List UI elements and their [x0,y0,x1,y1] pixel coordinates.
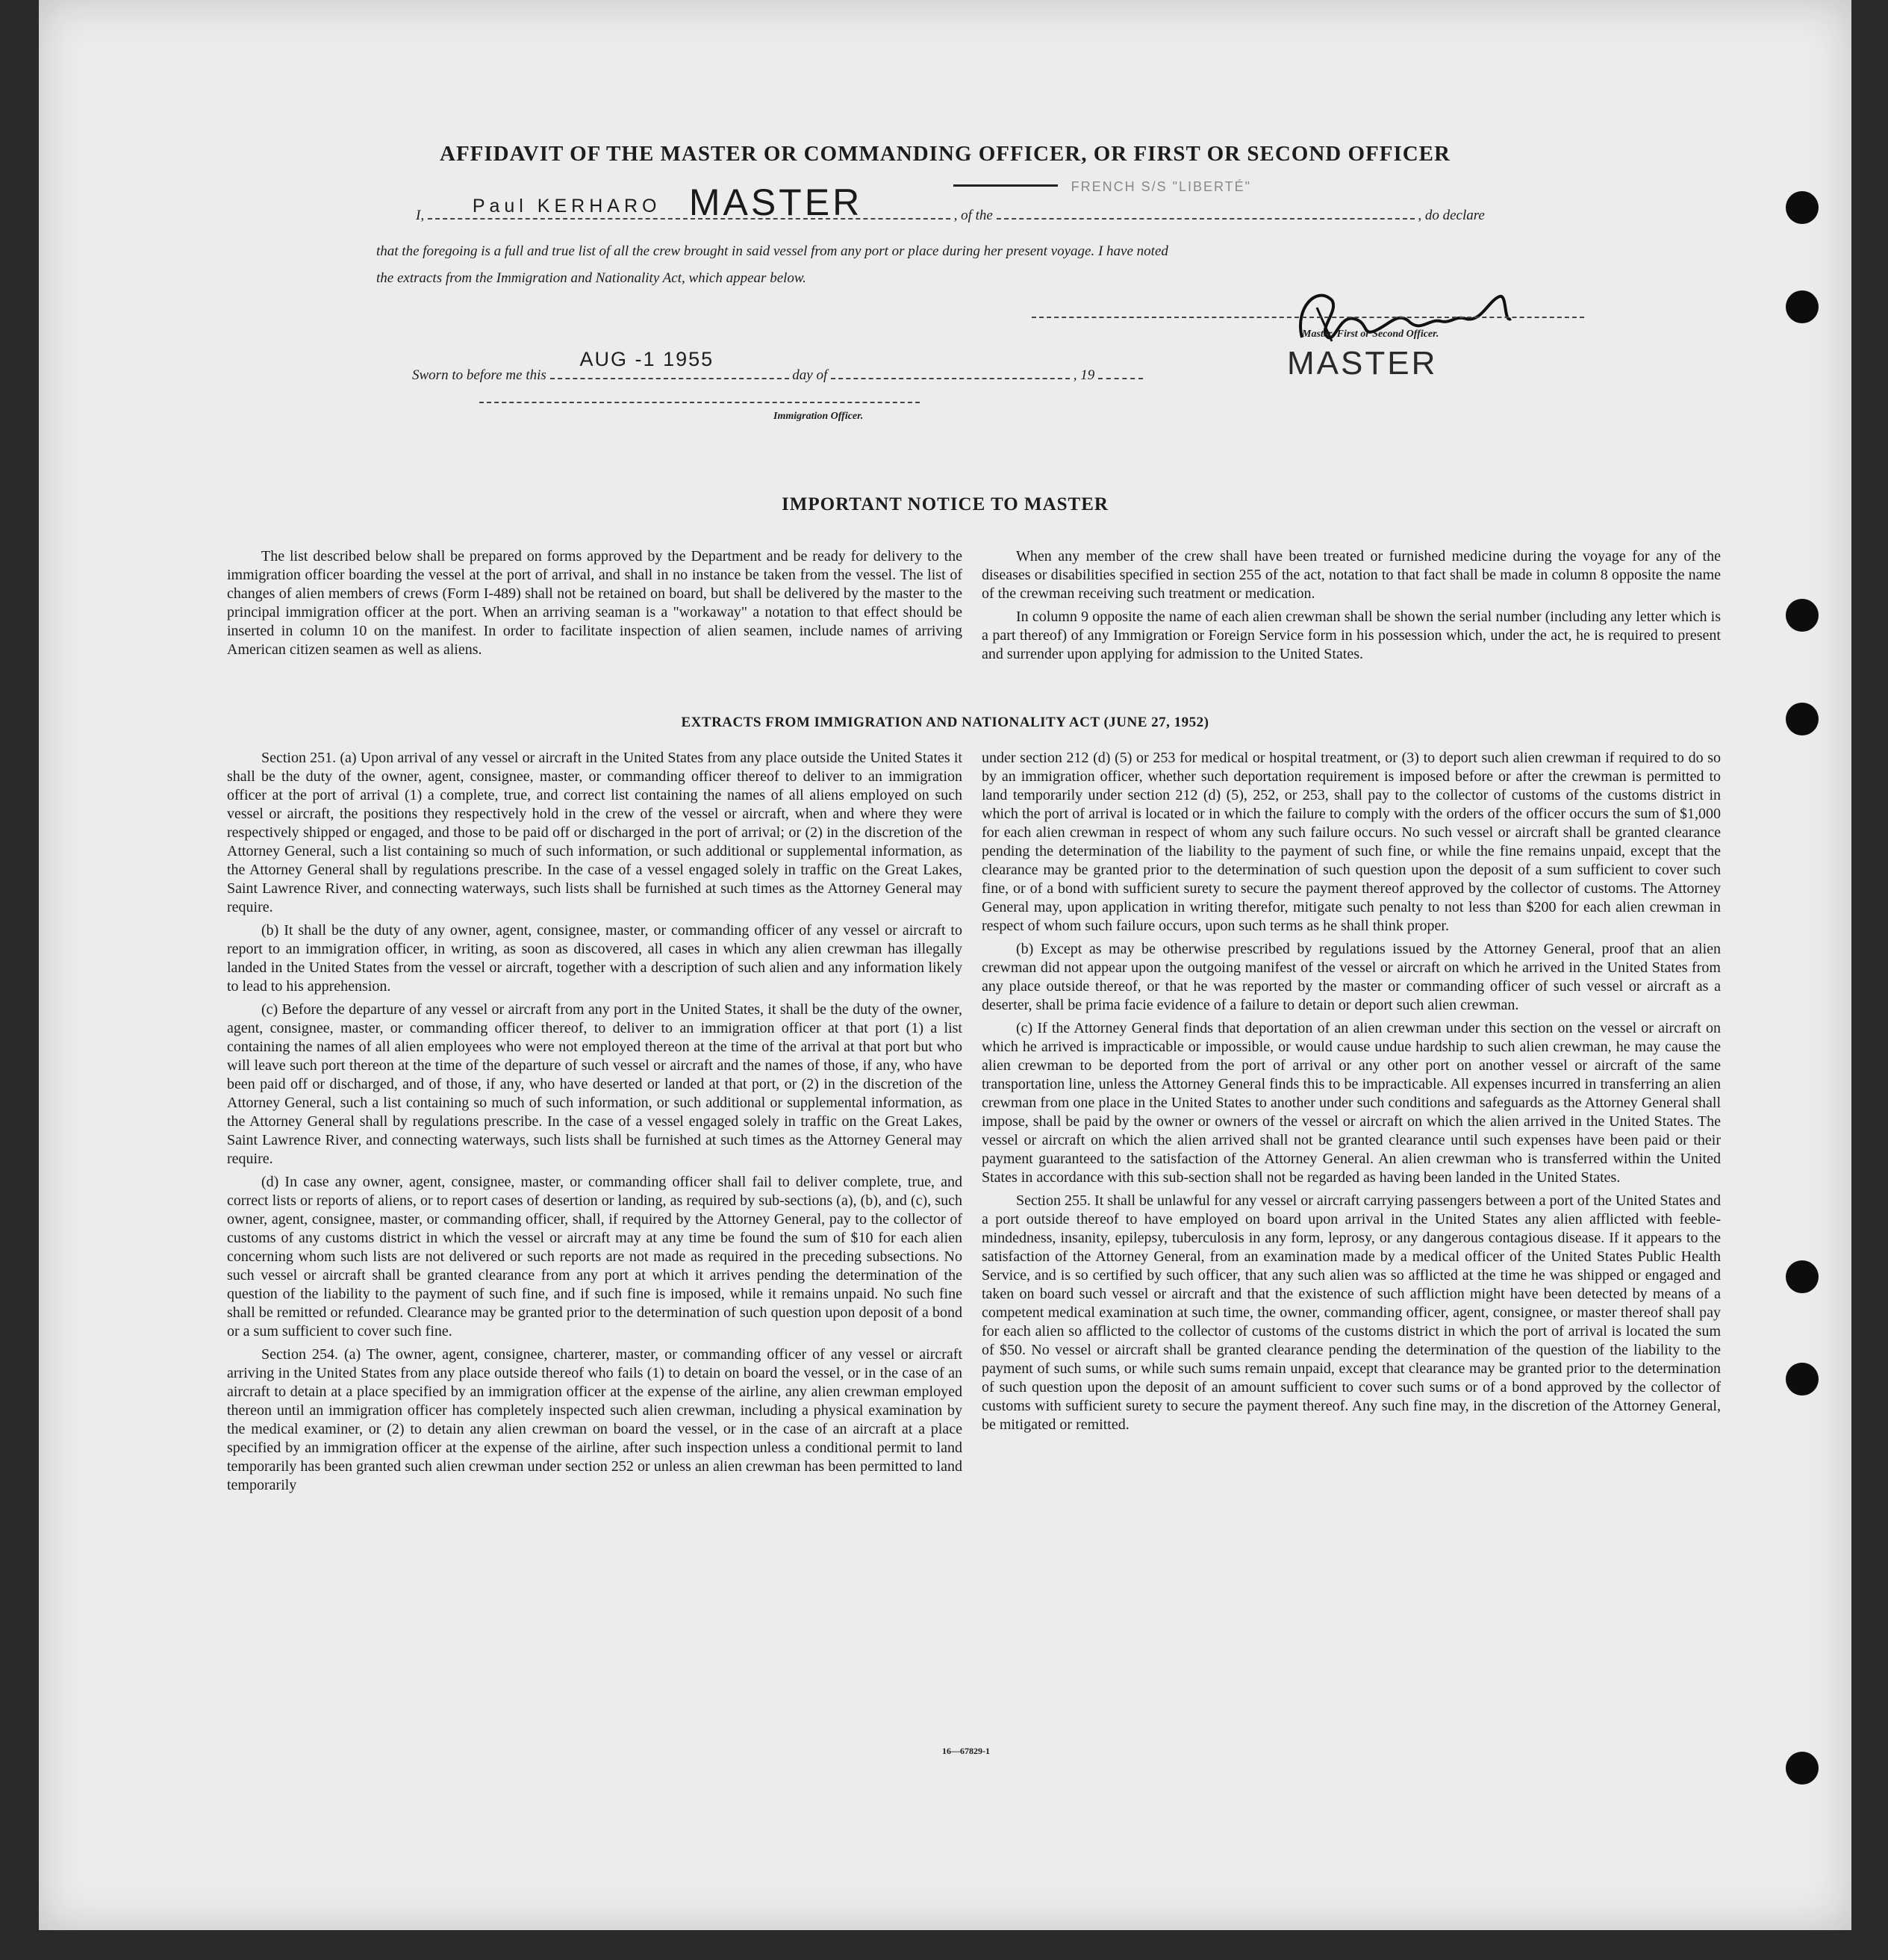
of-the-label: , of the [953,208,993,223]
do-declare-label: , do declare [1418,208,1485,223]
day-of-label: day of [792,367,828,383]
punch-hole [1786,599,1819,632]
year-field [1098,355,1143,379]
month-field [831,355,1070,379]
affidavit-title: AFFIDAVIT OF THE MASTER OR COMMANDING OFFICER, OR FIRST OR SECOND OFFICER [440,142,1451,166]
notice-left-column [227,547,962,664]
declarant-line [416,179,1485,224]
document-page [39,0,1851,1930]
punch-hole [1786,1752,1819,1785]
officer-caption: Immigration Officer. [773,411,864,422]
vessel-field [997,179,1415,220]
declarant-name: Paul KERHARO [472,196,661,217]
year-prefix: , 19 [1073,367,1095,383]
notice-paragraph: In column 9 opposite the name of each alien crewman shall be shown the serial number (including any letter which is a part thereof) of any Immigration or Foreign Service form in his possession which, under the act, he is required to present and surrender upon applying for admission to the United States. [982,609,1721,662]
master-stamp: MASTER [688,181,863,223]
extract-paragraph: (d) In case any owner, agent, consignee, master, or commanding officer shall fail to deliver complete, true, and correct lists or reports of aliens, or to report cases of desertion or landing, as required by sub-sections (a), (b), and (c), such owner, agent, consignee, master, or commanding officer, shall, if required by the Attorney General, pay to the collector of customs of any customs district in which the vessel or aircraft may at any time be found the sum of $10 for each alien concerning whom such lists are not delivered or such reports are not made as required in the preceding subsections. No such vessel or aircraft shall be granted clearance from any port at which it arrives pending the determination of the question of the liability to the payment of such fine, and if such fine is imposed, while it remains unpaid. No such fine shall be remitted or refunded. Clearance may be granted prior to the determination of such question upon deposit of a bond or a sum sufficient to cover such fine. [227,1174,962,1340]
declaration-text-2: the extracts from the Immigration and Nationality Act, which appear below. [376,270,806,286]
punch-hole [1786,1363,1819,1396]
form-code: 16—67829-1 [942,1746,990,1756]
punch-hole [1786,191,1819,224]
extract-paragraph: Section 251. (a) Upon arrival of any vessel or aircraft in the United States from any place outside the United States it shall be the duty of the owner, agent, consignee, master, or commanding officer thereof to deliver to an immigration officer at the port of arrival (1) a complete, true, and correct list containing the names of all aliens employed on such vessel or aircraft, the positions they respectively hold in the crew of the vessel or aircraft, when and where they were respectively shipped or engaged, and those to be paid off or discharged in the port of arrival; or (2) in the discretion of the Attorney General, such a list containing so much of such information, or such additional or supplemental information, as the Attorney General shall by regulations prescribe. In the case of a vessel engaged solely in traffic on the Great Lakes, Saint Lawrence River, and connecting waterways, such lists shall be furnished at such times as the Attorney General may require. [227,750,962,915]
signer-stamp: MASTER [1287,345,1438,382]
extract-paragraph: Section 254. (a) The owner, agent, consignee, charterer, master, or commanding officer of any vessel or aircraft arriving in the United States from any place outside thereof who fails (1) to detain on board the vessel, or in the case of an aircraft to detain at a place specified by an immigration officer at the expense of the airline, any alien crewman employed thereon until an immigration officer has completely inspected such alien crewman, including a physical examination by the medical examiner, or (2) to detain any alien crewman on board the vessel, or in the case of an aircraft at a place specified by an immigration officer at the expense of the airline, after such inspection unless a conditional permit to land temporarily has been granted such alien crewman under section 252 or unless an alien crewman has been permitted to land temporarily [227,1346,962,1493]
sworn-date-field [550,348,789,379]
extract-paragraph: (c) Before the departure of any vessel or aircraft from any port in the United States, it shall be the duty of the owner, agent, consignee, master, or commanding officer thereof, to deliver to an immigration officer at that port (1) a list containing the names of all alien employees who were not employed thereon at the time of the arrival at that port but who will leave such port thereon at the time of the departure of such vessel or aircraft and the names of those, if any, who have been paid off or discharged, and of those, if any, who have deserted or landed at that port, or (2) in the discretion of the Attorney General, such a list containing so much of such information, or such additional or supplemental information, as the Attorney General shall by regulations prescribe. In the case of a vessel engaged solely in traffic on the Great Lakes, Saint Lawrence River, and connecting waterways, such lists shall be furnished at such times as the Attorney General may require. [227,1001,962,1167]
notice-paragraph: When any member of the crew shall have been treated or furnished medicine during the voyage for any of the diseases or disabilities specified in section 255 of the act, notation to that fact shall be made in column 8 opposite the name of the crewman receiving such treatment or medication. [982,548,1721,602]
extract-paragraph: (b) It shall be the duty of any owner, agent, consignee, master, or commanding officer of any vessel or aircraft to report to an immigration officer, in writing, as soon as discovered, all cases in which any alien crewman has illegally landed in the United States from the vessel or aircraft, together with a description of such alien and any information likely to lead to his apprehension. [227,922,962,995]
sworn-line [412,348,1143,384]
signature-line [1032,315,1584,318]
officer-signature-line [479,400,920,403]
extract-paragraph: (b) Except as may be otherwise prescribed by regulations issued by the Attorney General, proof that an alien crewman did not appear upon the outgoing manifest of the vessel or aircraft on which he arrived in the United States from any place outside thereof, or that he was reported by the master or commanding officer of such vessel or aircraft as a deserter, shall be prima facie evidence of a failure to detain or deport such alien crewman. [982,941,1721,1013]
extracts-title: EXTRACTS FROM IMMIGRATION AND NATIONALITY ACT (JUNE 27, 1952) [681,715,1209,730]
title-rule [953,184,1058,187]
extracts-left-column [227,749,962,1499]
punch-hole [1786,1260,1819,1293]
notice-paragraph: The list described below shall be prepared on forms approved by the Department and be ready for delivery to the immigration officer boarding the vessel at the port of arrival, and shall in no instance be taken from the vessel. The list of changes of alien members of crews (Form I-489) shall not be retained on board, but shall be delivered by the master to the principal immigration officer at the port. When an arriving seaman is a "workaway" a notation to that effect should be inserted in column 10 on the manifest. In order to facilitate inspection of alien seamen, include names of arriving American citizen seamen as well as aliens. [227,548,962,658]
signer-caption: Master, First or Second Officer. [1302,329,1439,340]
extract-paragraph: (c) If the Attorney General finds that deportation of an alien crewman under this section on the vessel or aircraft on which he arrived is impracticable or impossible, or would cause undue hardship to such alien crewman, he may cause the alien crewman to be deported from the port of arrival or any other port on another vessel or aircraft of the same transportation line, unless the Attorney General finds this to be impracticable. All expenses incurred in transferring an alien crewman from one place in the United States to another under such conditions and safeguards as the Attorney General shall impose, shall be paid by the owner or owners of the vessel or aircraft on which the alien arrived in the United States. The vessel or aircraft on which the alien arrived shall not be granted clearance until such expenses have been paid or their payment guaranteed to the satisfaction of the Attorney General. An alien crewman who is transferred within the United States in accordance with this sub-section shall not be regarded as having been landed in the United States. [982,1020,1721,1186]
punch-hole [1786,290,1819,323]
notice-right-column [982,547,1721,668]
extract-paragraph: under section 212 (d) (5) or 253 for medical or hospital treatment, or (3) to deport such alien crewman if required to do so by an immigration officer, whether such deportation requirement is imposed before or after the crewman is permitted to land temporarily under section 212 (d) (5), 252, or 253, shall pay to the collector of customs of the customs district in which the port of arrival is located or in which the failure to comply with the orders of the officer occurs the sum of $1,000 for each alien crewman in respect of whom any such failure occurs. No such vessel or aircraft shall be granted clearance pending the determination of the liability to the payment of such fine, or while the fine remains unpaid, except that the clearance may be granted prior to the determination of such question upon the deposit of a sum sufficient to cover such fine, or of a bond with sufficient surety to secure the payment thereof approved by the collector of customs. The Attorney General may, upon application in writing therefor, mitigate such penalty to not less than $200 for each alien crewman in respect of whom such failure occurs, upon such terms as he shall think proper. [982,750,1721,934]
extract-paragraph: Section 255. It shall be unlawful for any vessel or aircraft carrying passengers between a port of the United States and a port outside thereof to have employed on board upon arrival in the United States any alien afflicted with feeble-mindedness, insanity, epilepsy, tuberculosis in any form, leprosy, or any dangerous contagious disease. If it appears to the satisfaction of the Attorney General, from an examination made by a medical officer of the United States Public Health Service, and is so certified by such officer, that any such alien was so afflicted at the time he was shipped or engaged and taken on board such vessel or aircraft and that the existence of such affliction might have been detected by means of a competent medical examination at such time, the owner, commanding officer, agent, consignee, or master thereof shall pay for each alien so afflicted to the collector of customs of the customs district in which the port of arrival is located the sum of $50. No vessel or aircraft shall be granted clearance pending the determination of the question of the liability to the payment of such sums, or while such sums remain unpaid, except that clearance may be granted prior to the determination of such question upon the deposit of an amount sufficient to cover such sums or of a bond approved by the collector of customs with sufficient surety to secure the payment thereof. Any such fine may, in the discretion of the Attorney General, be mitigated or remitted. [982,1192,1721,1433]
vessel-name: FRENCH S/S "LIBERTÉ" [1071,179,1252,194]
i-label: I, [416,208,425,223]
sworn-label: Sworn to before me this [412,367,546,383]
declaration-text-1: that the foregoing is a full and true list of all the crew brought in said vessel from any port or place during her present voyage. I have noted [376,243,1168,259]
sworn-date: AUG -1 1955 [579,348,714,370]
name-field [428,181,950,223]
extracts-right-column [982,749,1721,1439]
notice-title: IMPORTANT NOTICE TO MASTER [782,494,1109,514]
